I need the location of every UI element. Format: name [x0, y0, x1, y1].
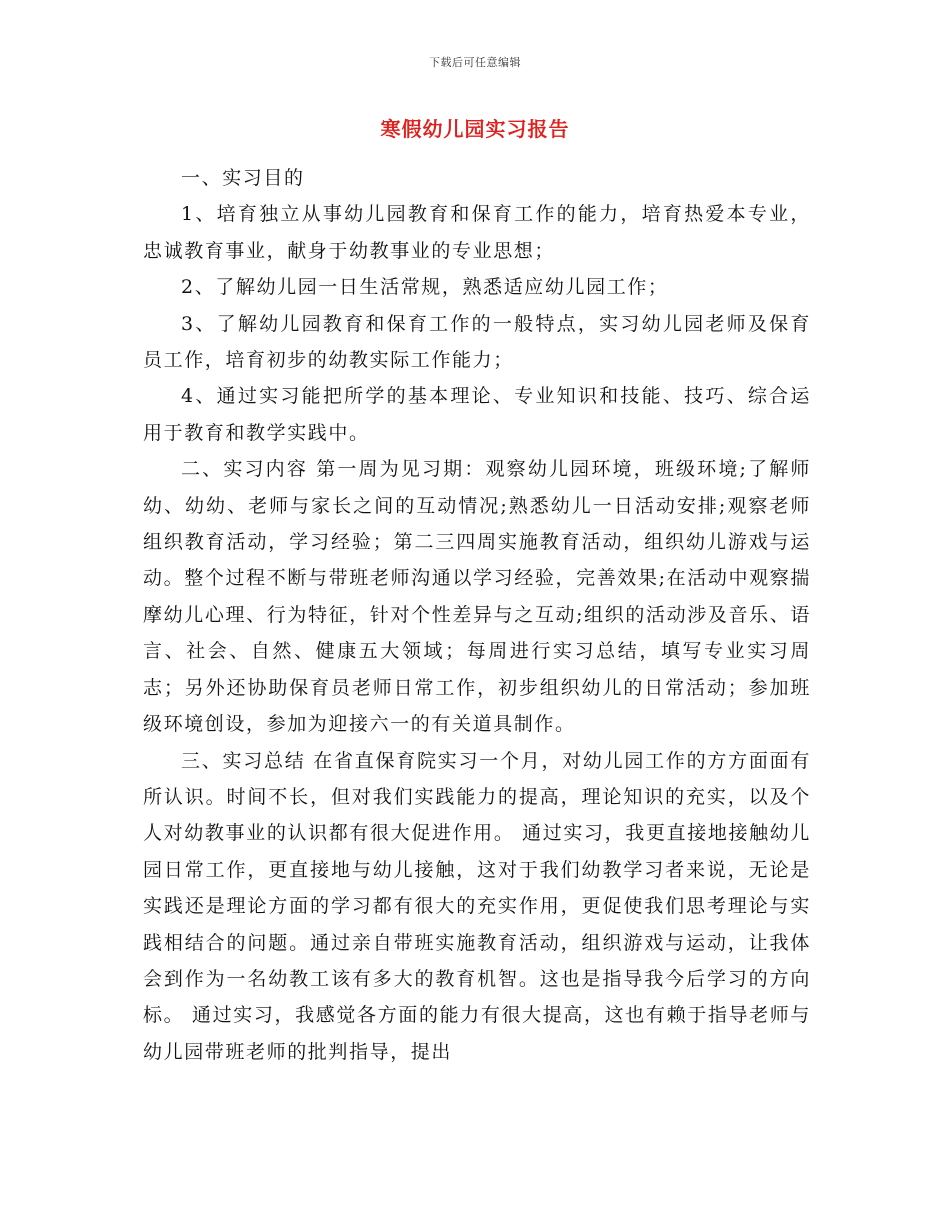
purpose-item-4: 4、通过实习能把所学的基本理论、专业知识和技能、技巧、综合运用于教育和教学实践中。 [143, 385, 811, 444]
section-heading-purpose: 一、实习目的 [181, 167, 305, 189]
document-title: 寒假幼儿园实习报告 [380, 117, 570, 141]
header-note: 下载后可任意编辑 [429, 56, 521, 69]
purpose-item-2: 2、了解幼儿园一日生活常规，熟悉适应幼儿园工作； [181, 276, 669, 299]
purpose-item-1: 1、培育独立从事幼儿园教育和保育工作的能力，培育热爱本专业，忠诚教育事业，献身于幼教事业的专业思想； [143, 203, 811, 262]
section-internship-summary: 三、实习总结 在省直保育院实习一个月，对幼儿园工作的方方面面有所认识。时间不长，但对我们实践能力的提高，理论知识的充实，以及个人对幼教事业的认识都有很大促进作用。 通过实习，我更直接地接触幼儿园日常工作，更直接地与幼儿接触，这对于我们幼教学习者来说，无论是实践还是理论方面的学习都有很大的充实作用，更促使我们思考理论与实践相结合的问题。通过亲自带班实施教育活动，组织游戏与运动，让我体会到作为一名幼教工该有多大的教育机智。这也是指导我今后学习的方向标。 通过实习，我感觉各方面的能力有很大提高，这也有赖于指导老师与幼儿园带班老师的批判指导，提出 [143, 749, 811, 1063]
section-internship-content: 二、实习内容 第一周为见习期：观察幼儿园环境，班级环境;了解师幼、幼幼、老师与家长之间的互动情况;熟悉幼儿一日活动安排;观察老师组织教育活动，学习经验；第二三四周实施教育活动，组织幼儿游戏与运动。整个过程不断与带班老师沟通以学习经验，完善效果;在活动中观察揣摩幼儿心理、行为特征，针对个性差异与之互动;组织的活动涉及音乐、语言、社会、自然、健康五大领域；每周进行实习总结，填写专业实习周志；另外还协助保育员老师日常工作，初步组织幼儿的日常活动；参加班级环境创设，参加为迎接六一的有关道具制作。 [143, 458, 811, 736]
document-body [143, 160, 811, 1070]
purpose-item-3: 3、了解幼儿园教育和保育工作的一般特点，实习幼儿园老师及保育员工作，培育初步的幼教实际工作能力； [143, 312, 811, 372]
